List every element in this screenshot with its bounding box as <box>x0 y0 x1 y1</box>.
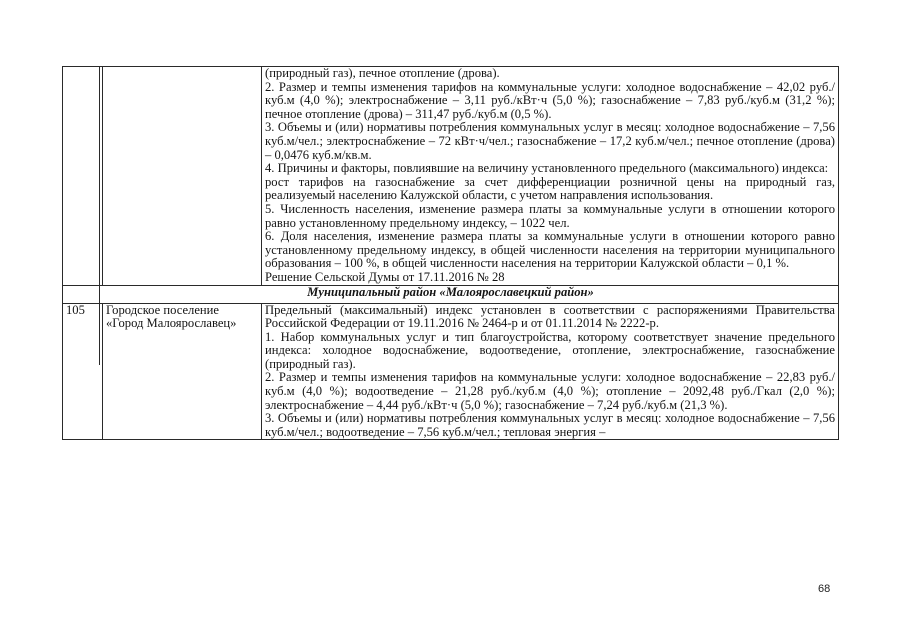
row-number: 105 <box>63 303 103 440</box>
paragraph: 5. Численность населения, изменение размера платы за коммунальные услуги в отношении которого равно установленному предельному индексу, – 1022 чел. <box>265 201 835 230</box>
section-title: Муниципальный район «Малоярославецкий район» <box>63 285 839 303</box>
municipality-cell <box>103 67 262 286</box>
table-row <box>63 303 839 440</box>
details-cell <box>262 303 839 440</box>
paragraph: 4. Причины и факторы, повлиявшие на величину установленного предельного (максимального) индекса: <box>265 161 829 176</box>
paragraph: (природный газ), печное отопление (дрова). <box>265 66 500 80</box>
table-row <box>63 67 839 286</box>
paragraph: 6. Доля населения, изменение размера платы за коммунальные услуги в отношении которого равно установленному предельному индексу, в общей численности населения на территории муниципального образования – 100 %, в общей численности населения на территории Калужской области – 0,1 %. <box>265 229 835 271</box>
paragraph: 1. Набор коммунальных услуг и тип благоустройства, которому соответствует значение предельного индекса: холодное водоснабжение, водоотведение, отопление, электроснабжение, газоснабжение (природный газ). <box>265 329 835 371</box>
municipality-name: Городское поселение «Город Малоярославец» <box>103 303 262 440</box>
details-cell <box>262 67 839 286</box>
column-divider <box>99 66 100 365</box>
paragraph: рост тарифов на газоснабжение за счет дифференциации розничной цены на природный газ, реализуемый населению Калужской области, с учетом направления использования. <box>265 174 835 203</box>
paragraph: 3. Объемы и (или) нормативы потребления коммунальных услуг в месяц: холодное водоснабжение – 7,56 куб.м/чел.; электроснабжение – 72 кВт·ч/чел.; газоснабжение – 17,2 куб.м/чел.; печное отопление (дрова) – 0,0476 куб.м/кв.м. <box>265 120 835 162</box>
section-row <box>63 285 839 303</box>
paragraph: Предельный (максимальный) индекс установлен в соответствии с распоряжениями Правительства Российской Федерации от 19.11.2016 № 2464-р и от 01.11.2014 № 2222-р. <box>265 302 835 331</box>
paragraph: 2. Размер и темпы изменения тарифов на коммунальные услуги: холодное водоснабжение – 42,02 руб./куб.м (4,0 %); электроснабжение – 3,11 руб./кВт·ч (5,0 %); газоснабжение – 7,83 руб./куб.м (31,2 %); печное отопление (дрова) – 311,47 руб./куб.м (0,5 %). <box>265 79 835 121</box>
paragraph: Решение Сельской Думы от 17.11.2016 № 28 <box>265 269 505 284</box>
paragraph: 3. Объемы и (или) нормативы потребления коммунальных услуг в месяц: холодное водоснабжение – 7,56 куб.м/чел.; водоотведение – 7,56 куб.м/чел.; тепловая энергия – <box>265 411 835 439</box>
paragraph: 2. Размер и темпы изменения тарифов на коммунальные услуги: холодное водоснабжение – 22,83 руб./куб.м (4,0 %); водоотведение – 21,28 руб./куб.м (4,0 %); отопление – 2092,48 руб./Гкал (2,0 %); электроснабжение – 4,44 руб./кВт·ч (5,0 %); газоснабжение – 7,24 руб./куб.м (21,3 %). <box>265 370 835 412</box>
row-number-cell <box>63 67 103 286</box>
tariff-table <box>62 66 839 440</box>
page-number: 68 <box>818 583 831 595</box>
